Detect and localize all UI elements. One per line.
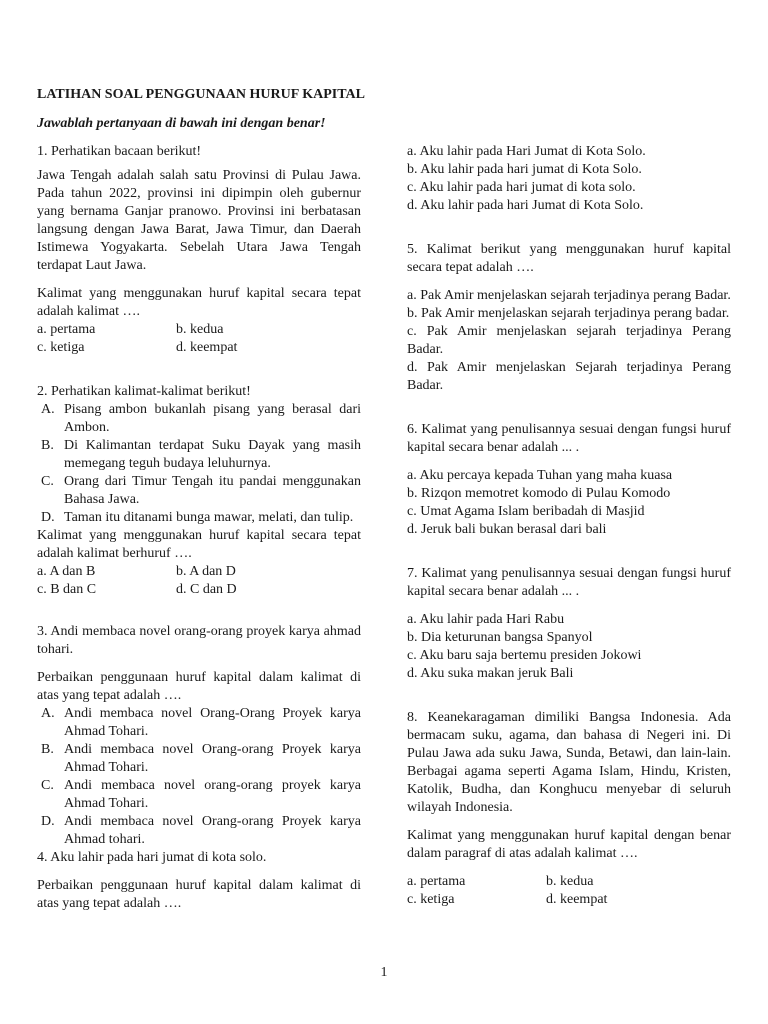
q2-sentence-b [37, 437, 361, 473]
q4-option-b: b. Aku lahir pada hari jumat di Kota Solo. [407, 162, 642, 177]
q3-option-a-letter: A. [41, 706, 55, 721]
q8-option-b: b. kedua [546, 874, 594, 889]
q1-question: Kalimat yang menggunakan huruf kapital secara tepat adalah kalimat …. [37, 286, 361, 319]
q8-passage: 8. Keanekaragaman dimiliki Bangsa Indonesia. Ada bermacam suku, agama, dan bahasa di Negeri ini. Di Pulau Jawa ada suku Jawa, Sunda, Betawi, dan lain-lain. Berbagai agama seperti Agama Islam, Hindu, Kristen, Katolik, Budha, dan Konghucu menyebar di seluruh wilayah Indonesia. [407, 710, 731, 815]
q7-option-b: b. Dia keturunan bangsa Spanyol [407, 630, 593, 645]
q1-option-c: c. ketiga [37, 340, 85, 355]
question-8 [407, 709, 731, 909]
question-7 [407, 565, 731, 683]
q5-option-a: a. Pak Amir menjelaskan sejarah terjadinya perang Badar. [407, 288, 731, 303]
question-3 [37, 623, 361, 849]
q3-option-d [37, 813, 361, 849]
q8-options-row-2 [407, 891, 731, 909]
q2-options-row-2 [37, 581, 361, 599]
q3-option-b-letter: B. [41, 742, 54, 757]
q6-option-b: b. Rizqon memotret komodo di Pulau Komodo [407, 486, 671, 501]
q3-option-b [37, 741, 361, 777]
q2-option-d: d. C dan D [176, 582, 237, 597]
question-5 [407, 241, 731, 395]
q4-options [407, 143, 731, 215]
q2-sentence-c-letter: C. [41, 474, 54, 489]
q7-option-c: c. Aku baru saja bertemu presiden Jokowi [407, 648, 642, 663]
q1-prompt: 1. Perhatikan bacaan berikut! [37, 144, 202, 159]
question-2 [37, 383, 361, 599]
q3-option-c [37, 777, 361, 813]
instruction: Jawablah pertanyaan di bawah ini dengan benar! [37, 116, 326, 131]
q8-options-row-1 [407, 873, 731, 891]
q1-option-d: d. keempat [176, 340, 238, 355]
q2-prompt: 2. Perhatikan kalimat-kalimat berikut! [37, 384, 251, 399]
q1-option-a: a. pertama [37, 322, 96, 337]
q2-sentence-d-text: Taman itu ditanami bunga mawar, melati, dan tulip. [64, 510, 354, 525]
q2-sentence-c-text: Orang dari Timur Tengah itu pandai menggunakan Bahasa Jawa. [64, 474, 361, 507]
q1-options-row-2 [37, 339, 361, 357]
q2-sentence-c [37, 473, 361, 509]
q6-option-d: d. Jeruk bali bukan berasal dari bali [407, 522, 607, 537]
q2-question: Kalimat yang menggunakan huruf kapital secara tepat adalah kalimat berhuruf …. [37, 528, 361, 561]
q7-question: 7. Kalimat yang penulisannya sesuai dengan fungsi huruf kapital secara benar adalah ... . [407, 566, 731, 599]
q5-option-c: c. Pak Amir menjelaskan sejarah terjadinya Perang Badar. [407, 324, 731, 357]
q4-option-c: c. Aku lahir pada hari jumat di kota solo. [407, 180, 636, 195]
q2-option-a: a. A dan B [37, 564, 96, 579]
q6-question: 6. Kalimat yang penulisannya sesuai dengan fungsi huruf kapital secara benar adalah ... . [407, 422, 731, 455]
q4-option-d: d. Aku lahir pada hari Jumat di Kota Solo. [407, 198, 644, 213]
q3-option-d-letter: D. [41, 814, 55, 829]
q4-question: Perbaikan penggunaan huruf kapital dalam kalimat di atas yang tepat adalah …. [37, 878, 361, 911]
q3-question: Perbaikan penggunaan huruf kapital dalam kalimat di atas yang tepat adalah …. [37, 670, 361, 703]
q1-option-b: b. kedua [176, 322, 224, 337]
q3-option-a [37, 705, 361, 741]
q2-sentence-a [37, 401, 361, 437]
q6-option-c: c. Umat Agama Islam beribadah di Masjid [407, 504, 645, 519]
right-column [407, 143, 731, 909]
q3-prompt: 3. Andi membaca novel orang-orang proyek karya ahmad tohari. [37, 624, 361, 657]
q3-option-d-text: Andi membaca novel Orang-orang Proyek karya Ahmad tohari. [64, 814, 361, 847]
left-column [37, 143, 361, 913]
q8-option-a: a. pertama [407, 874, 466, 889]
q1-options-row-1 [37, 321, 361, 339]
q5-option-d: d. Pak Amir menjelaskan Sejarah terjadinya Perang Badar. [407, 360, 731, 393]
page-title: LATIHAN SOAL PENGGUNAAN HURUF KAPITAL [37, 87, 365, 102]
q2-sentence-d [37, 509, 361, 527]
q3-option-b-text: Andi membaca novel Orang-orang Proyek karya Ahmad Tohari. [64, 742, 361, 775]
q2-sentence-a-letter: A. [41, 402, 55, 417]
q2-sentence-d-letter: D. [41, 510, 55, 525]
q1-passage: Jawa Tengah adalah salah satu Provinsi di Pulau Jawa. Pada tahun 2022, provinsi ini dipimpin oleh gubernur yang bernama Ganjar pranowo. Provinsi ini berbatasan langsung dengan Jawa Barat, Jawa Timur, dan Daerah Istimewa Yogyakarta. Sebelah Utara Jawa Tengah terdapat Laut Jawa. [37, 168, 361, 273]
q7-option-a: a. Aku lahir pada Hari Rabu [407, 612, 565, 627]
q8-question: Kalimat yang menggunakan huruf kapital dengan benar dalam paragraf di atas adalah kalimat …. [407, 828, 731, 861]
q7-option-d: d. Aku suka makan jeruk Bali [407, 666, 574, 681]
q2-sentence-list [37, 401, 361, 527]
question-4 [37, 849, 361, 913]
q6-option-a: a. Aku percaya kepada Tuhan yang maha kuasa [407, 468, 673, 483]
q3-option-c-text: Andi membaca novel orang-orang proyek karya Ahmad Tohari. [64, 778, 361, 811]
q2-sentence-b-text: Di Kalimantan terdapat Suku Dayak yang masih memegang teguh budaya leluhurnya. [64, 438, 361, 471]
page-number: 1 [380, 965, 388, 980]
q8-option-c: c. ketiga [407, 892, 455, 907]
q2-sentence-a-text: Pisang ambon bukanlah pisang yang berasal dari Ambon. [64, 402, 361, 435]
q2-sentence-b-letter: B. [41, 438, 54, 453]
question-1 [37, 143, 361, 357]
q5-question: 5. Kalimat berikut yang menggunakan huruf kapital secara tepat adalah …. [407, 242, 731, 275]
q4-prompt: 4. Aku lahir pada hari jumat di kota solo. [37, 850, 267, 865]
q4-option-a: a. Aku lahir pada Hari Jumat di Kota Solo. [407, 144, 646, 159]
q3-options-list [37, 705, 361, 849]
q2-options-row-1 [37, 563, 361, 581]
q3-option-a-text: Andi membaca novel Orang-Orang Proyek karya Ahmad Tohari. [64, 706, 361, 739]
q2-option-c: c. B dan C [37, 582, 97, 597]
q8-option-d: d. keempat [546, 892, 608, 907]
q2-option-b: b. A dan D [176, 564, 236, 579]
q5-option-b: b. Pak Amir menjelaskan sejarah terjadinya perang badar. [407, 306, 730, 321]
question-6 [407, 421, 731, 539]
q3-option-c-letter: C. [41, 778, 54, 793]
